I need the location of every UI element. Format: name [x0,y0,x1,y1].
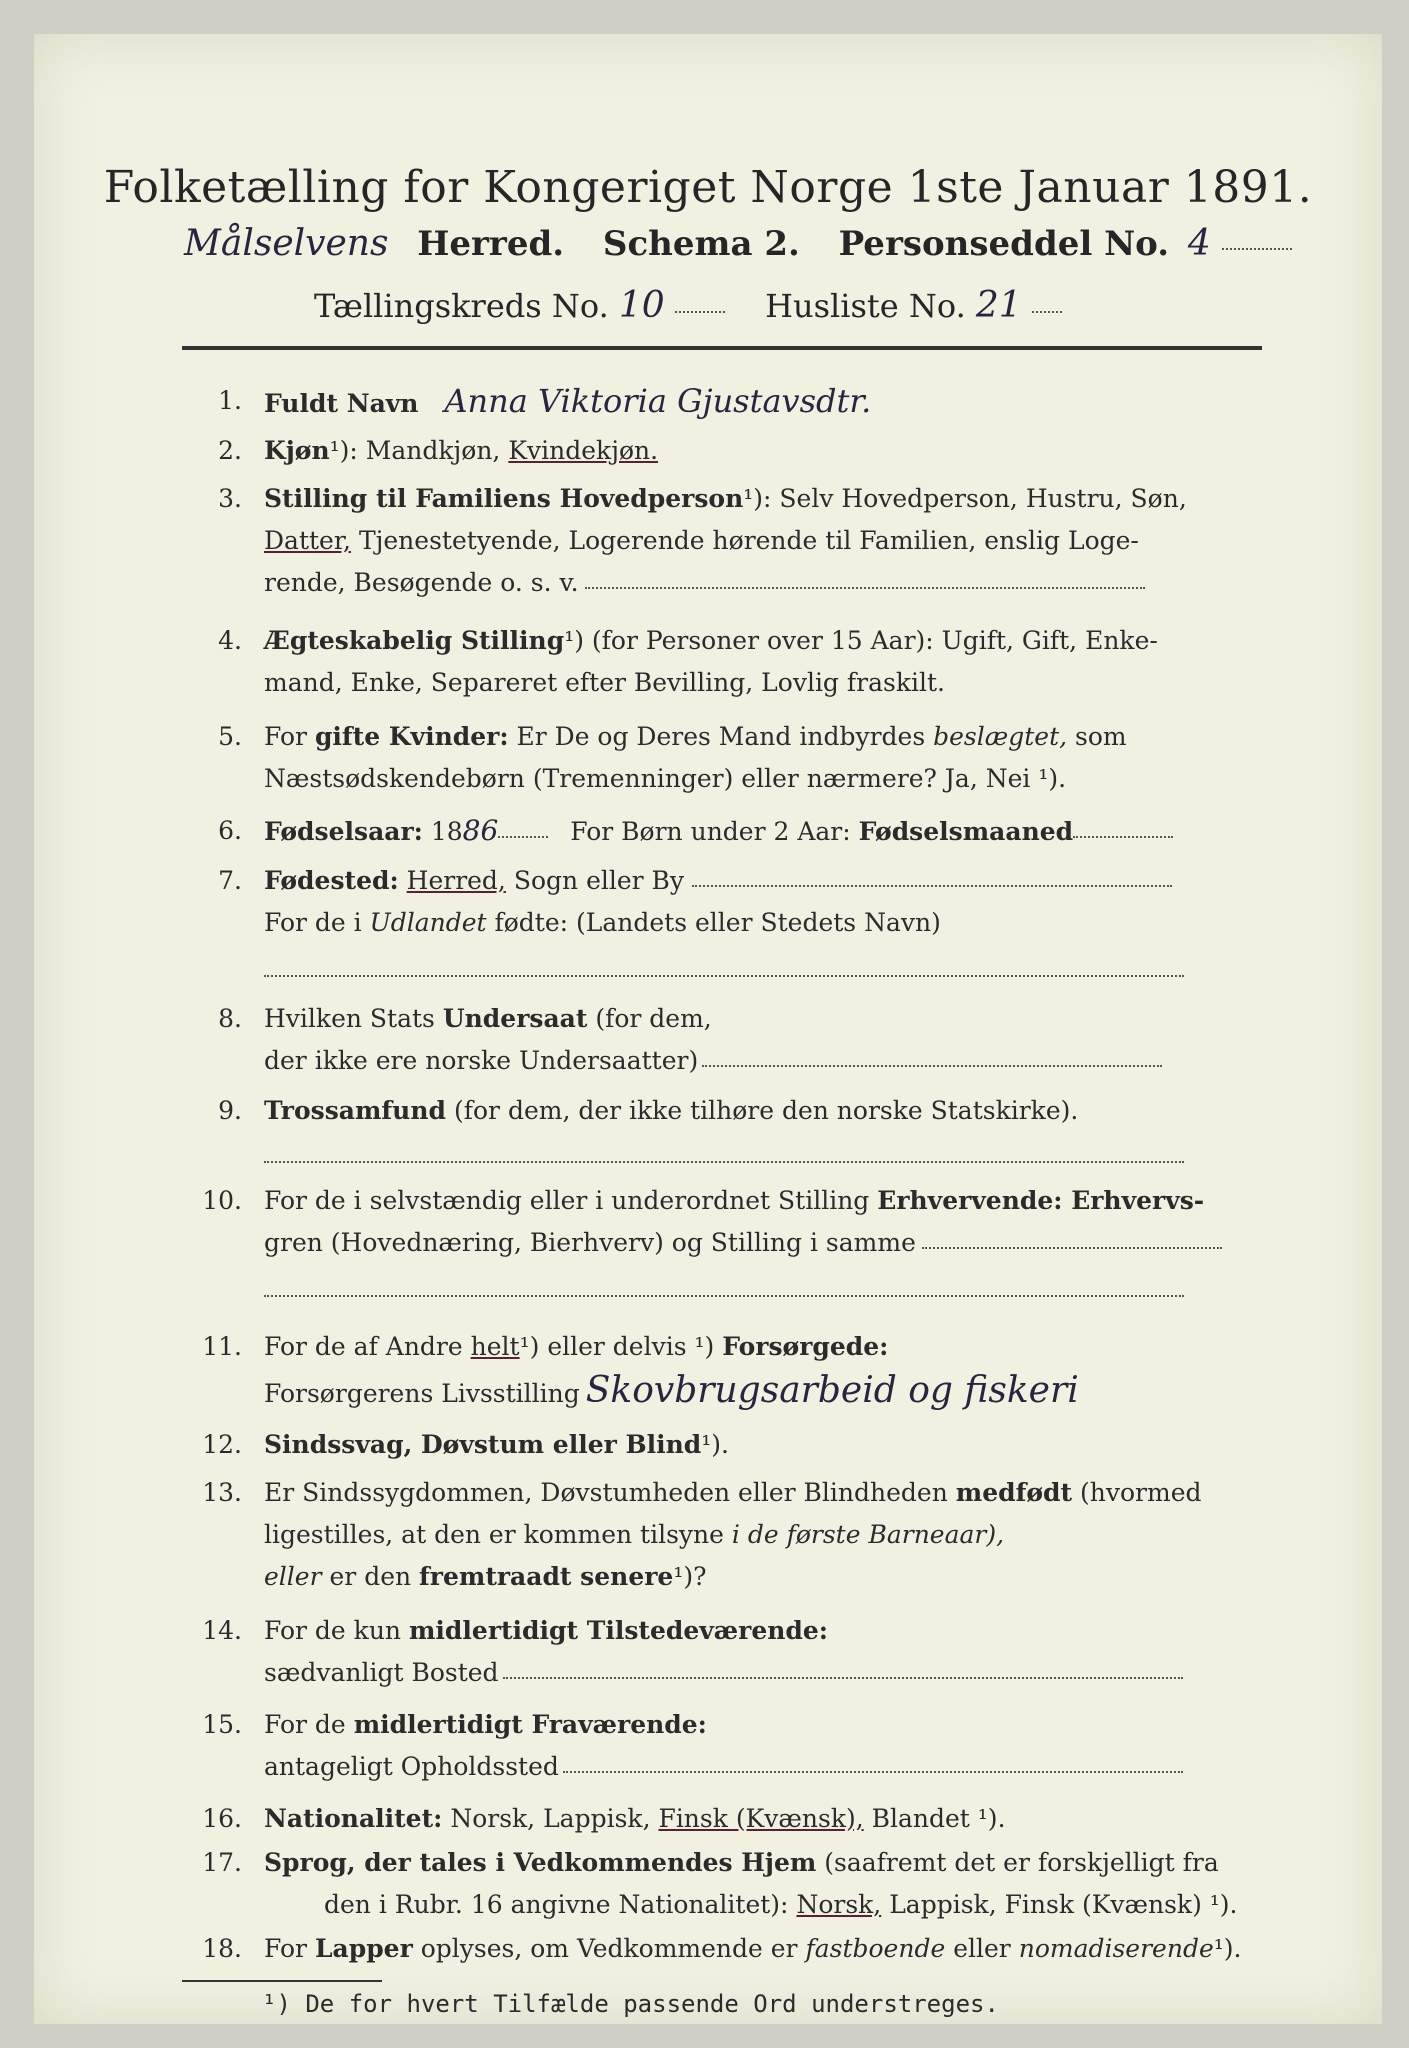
full-name-handwritten: Anna Viktoria Gjustavsdtr. [444,382,872,420]
item-7-blank [264,954,1184,988]
birth-year-handwritten: 86 [462,814,499,847]
family-position-selected: Datter, [264,526,351,555]
item-17-cont: den i Rubr. 16 angivne Nationalitet): Norsk, Lappisk, Finsk (Kvænsk) ¹). [324,1890,1238,1919]
item-13-cont-1: ligestilles, at den er kommen tilsyne i de første Barneaar), [264,1520,1005,1549]
item-10-cont: gren (Hovednæring, Bierhverv) og Stilling i samme [264,1226,1222,1260]
header-rule [182,346,1262,350]
taellingskreds-label: Tællingskreds No. [314,287,609,325]
birthplace-selected: Herred, [406,866,506,895]
gender-selected: Kvindekjøn. [508,436,659,465]
item-13-cont-2: eller er den fremtraadt senere¹)? [264,1562,707,1591]
item-11-cont: Forsørgerens Livsstilling Skovbrugsarbeid og fiskeri [264,1370,1079,1411]
personseddel-label: Personseddel No. [838,224,1170,264]
item-14-cont: sædvanligt Bosted [264,1656,1183,1690]
taellingskreds-number: 10 [618,285,665,326]
schema-label: Schema 2. [602,224,800,264]
herred-line [184,222,1292,266]
supported-selected: helt [470,1332,520,1361]
item-7-cont: For de i Udlandet fødte: (Landets eller Stedets Navn) [264,908,941,937]
item-4-cont: mand, Enke, Separeret efter Bevilling, Lovlig fraskilt. [264,668,945,697]
nationality-selected: Finsk (Kvænsk), [658,1804,864,1833]
husliste-number: 21 [975,285,1022,326]
item-3-cont-1: Datter, Tjenestetyende, Logerende hørende til Familien, enslig Loge- [264,526,1139,555]
husliste-label: Husliste No. [765,287,966,325]
herred-name-handwritten: Målselvens [184,223,389,264]
language-selected: Norsk, [796,1890,882,1919]
item-9-blank [264,1140,1184,1174]
census-form-page: Folketælling for Kongeriget Norge 1ste Januar 1891. Målselvens Herred. Schema 2. Personseddel No. 4 Tællingskreds No. 10 Husliste No. 21 1. Fuldt Navn Anna Viktoria Gjustavsdtr. 2. Kjøn¹): Mandkjøn, Kvindekjøn. 3. Stilling til Familiens Hovedperson¹): Selv Hovedperson, Hustru, Søn, Datter, Tjenestetyende, Logerende hørende til Familien, enslig Loge- rende, Besøgende o. s. v. 4. Ægteskabelig Stilling¹) (for Personer over 15 Aar): Ugift, Gift, Enke- mand, Enke, Separeret efter Bevilling, Lovlig fraskilt. 5. For gifte Kvinder: Er De og Deres Mand indbyrdes beslægtet, som Næstsødskendebørn (Tremenninger) eller nærmere? Ja, Nei ¹). 6. Fødselsaar: 1886 For Børn under 2 Aar: Fødselsmaaned 7. Fødested: Herred, Sogn eller By For de i Udlandet fødte: (Landets eller Stedets Navn) 8. Hvilken Stats Undersaat (for dem, der ikke ere norske Undersaatter) 9. Trossamfund (for dem, der ikke tilhøre den norske Statskirke). 10. For de i selvstændig eller i underordnet Stilling Erhvervende: Erhvervs- gren (Hovednæring, Bierhverv) og Stilling i samme 11. For de af Andre helt¹) eller delvis ¹) Forsørgede: Forsørgerens Livsstilling Skovbrugsarbeid og fiskeri 12. Sindssvag, Døvstum eller Blind¹). 13. Er Sindssygdommen, Døvstumheden eller Blindheden medfødt (hvormed ligestilles, at den er kommen tilsyne i de første Barneaar), eller er den fremtraadt senere¹)? 14. For de kun midlertidigt Tilstedeværende: sædvanligt Bosted 15. For de midlertidigt Fraværende: antageligt Opholdssted 16. Nationalitet: Norsk, Lappisk, Finsk (Kvænsk), Blandet ¹). 17. Sprog, der tales i Vedkommendes Hjem (saafremt det er forskjelligt fra den i Rubr. 16 angivne Nationalitet): Norsk, Lappisk, Finsk (Kvænsk) ¹). 18. For Lapper oplyses, om Vedkommende er fastboende eller nomadiserende¹). [34,34,1382,2024]
item-1-label: Fuldt Navn [264,389,419,418]
footnote-rule [182,1980,382,1982]
item-15-cont: antageligt Opholdssted [264,1750,1183,1784]
form-title: Folketælling for Kongeriget Norge 1ste Januar 1891. [103,162,1313,213]
footnote: ¹) De for hvert Tilfælde passende Ord understreges. [262,1990,999,2018]
item-8-cont: der ikke ere norske Undersaatter) [264,1044,1162,1078]
herred-label: Herred. [417,224,565,264]
item-5-cont: Næstsødskendebørn (Tremenninger) eller nærmere? Ja, Nei ¹). [264,764,1067,793]
personseddel-number: 4 [1187,223,1211,264]
provider-occupation-handwritten: Skovbrugsarbeid og fiskeri [585,1370,1079,1411]
item-10-blank [264,1274,1184,1308]
item-3-cont-2: rende, Besøgende o. s. v. [264,566,1145,600]
taellingskreds-line [314,284,1062,328]
